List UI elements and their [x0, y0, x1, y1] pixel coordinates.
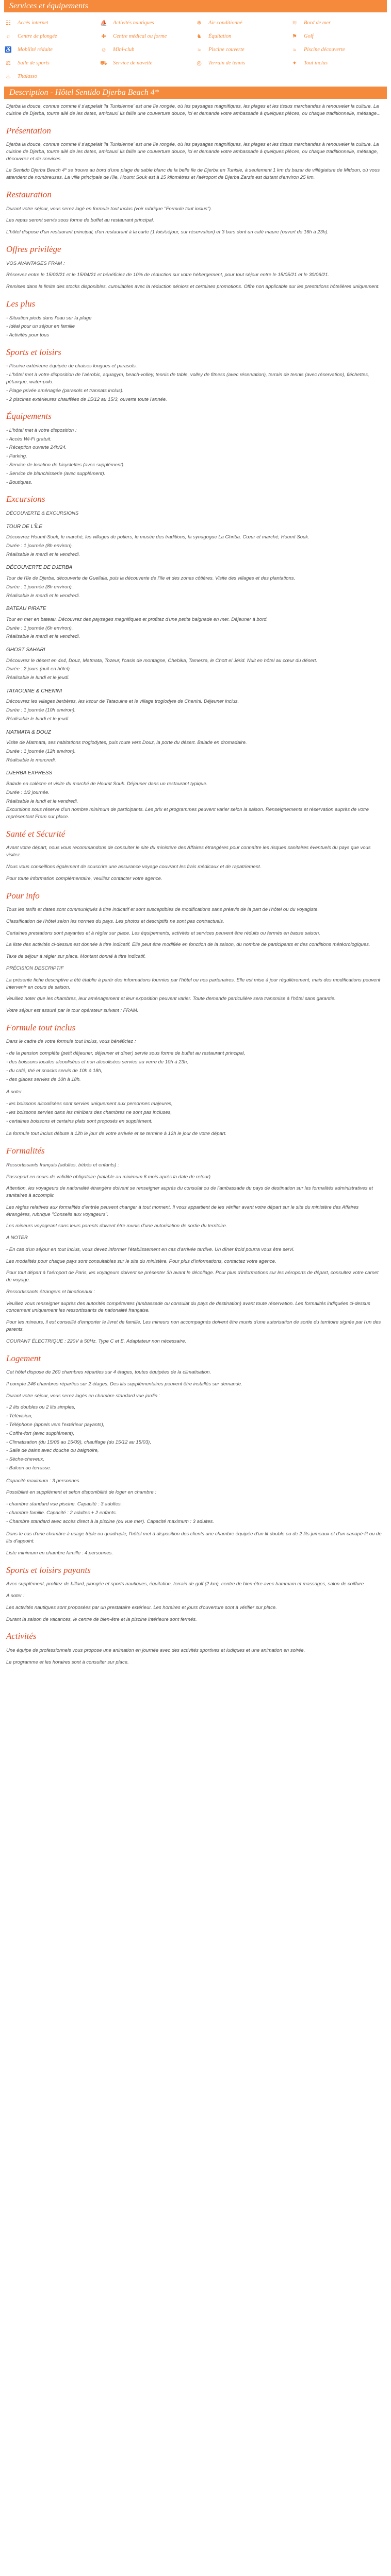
equipment-item: [195, 32, 290, 41]
sports-list: [6, 363, 384, 403]
equipment-header: Services et équipements: [4, 0, 387, 12]
excursion-detail: Durée : 2 jours (nuit en hôtel).: [6, 666, 71, 672]
list-line: - des glaces servies de 10h à 18h.: [6, 1076, 81, 1082]
sports2-paragraph-1: Avec supplément, profitez de billard, plongée et sports nautiques, équitation, terrain de golf (2 km), centre de bien-être avec hammam et massages, salon de coiffure.: [6, 1581, 365, 1587]
excursion-detail: Durée : 1 journée (8h environ).: [6, 584, 73, 590]
precision-paragraph-3: Votre séjour est assuré par le tour opérateur suivant : FRAM.: [6, 1008, 139, 1014]
equipment-label: Tout inclus: [304, 60, 328, 66]
equipment-item: [100, 59, 195, 68]
restaurant-title: Restauration: [6, 190, 52, 199]
list-line: - Service de blanchisserie (avec supplément).: [6, 470, 106, 477]
logement-list-2: [6, 1501, 384, 1525]
logement-paragraph-4: Capacité maximum : 3 personnes.: [6, 1478, 81, 1484]
list-line: - Service de location de bicyclettes (avec supplément).: [6, 462, 125, 468]
list-line: - Accès Wi-Fi gratuit.: [6, 436, 52, 442]
plus-title: Les plus: [6, 298, 36, 309]
equip-list: [6, 427, 384, 486]
list-line: - 2 lits doubles ou 2 lits simples,: [6, 1404, 76, 1411]
boat-icon: ⛵: [100, 20, 107, 26]
list-line: - Situation pieds dans l'eau sur la plage: [6, 315, 92, 321]
equipment-label: Mini-club: [113, 47, 135, 53]
equipment-label: Golf: [304, 33, 314, 40]
formalites-paragraph-7: - En cas d'un séjour en tout inclus, vous devez informer l'établissement en cas d'arrivée tardive. Un dîner froid pourra vous être servi.: [6, 1246, 295, 1252]
dumbbell-icon: ⚖: [6, 60, 11, 66]
shuttle-icon: ⛟: [100, 60, 107, 66]
excursion-text: Tour en mer en bateau. Découvrez des paysages magnifiques et profitez d'une petite baignade en mer. Déjeuner à bord.: [6, 616, 268, 622]
equipment-item: [4, 59, 100, 68]
kids-icon: ☺: [101, 47, 107, 53]
equipment-label: Terrain de tennis: [208, 60, 246, 66]
excursions-note: Excursions sous réserve d'un nombre minimum de participants. Les prix et programmes peuvent varier selon la saison. Renseignements et réservation auprès de votre représentant Fram sur place.: [6, 807, 369, 820]
precision-paragraph-2: Veuillez noter que les chambres, leur aménagement et leur exposition peuvent varier. Toute demande particulière sera transmise à l'hôtel sans garantie.: [6, 996, 336, 1002]
diver-icon: ☼: [5, 33, 11, 40]
list-line: - Balcon ou terrasse.: [6, 1465, 52, 1471]
list-line: - Salle de bains avec douche ou baignoire,: [6, 1448, 99, 1454]
excursion-detail: Durée : 1 journée (12h environ).: [6, 748, 76, 754]
excursion-title: BATEAU PIRATE: [6, 606, 46, 612]
logement-paragraph-2: Il compte 246 chambres réparties sur 2 étages. Des lits supplémentaires peuvent être installés sur demande.: [6, 1381, 242, 1387]
excursion-detail: Réalisable le lundi et le jeudi.: [6, 675, 70, 681]
info-paragraph-2: Classification de l'hôtel selon les normes du pays. Les photos et descriptifs ne sont pas contractuels.: [6, 918, 224, 924]
list-line: - Piscine extérieure équipée de chaises longues et parasols.: [6, 363, 137, 369]
logement-paragraph-7: Liste minimum en chambre famille : 4 personnes.: [6, 1550, 113, 1556]
equipment-label: Bord de mer: [304, 20, 331, 26]
equipment-label: Centre médical ou forme: [113, 33, 167, 40]
activites-paragraph-1: Une équipe de professionnels vous propose une animation en journée avec des activités sportives et ludiques et une animation en soirée.: [6, 1648, 305, 1654]
equipment-item: [100, 19, 195, 28]
presentation-title: Présentation: [6, 125, 51, 135]
list-line: - des boissons locales alcoolisées et non alcoolisées servies au verre de 10h à 23h,: [6, 1059, 188, 1065]
info-paragraph-4: La liste des activités ci-dessus est donnée à titre indicatif. Elle peut être modifiée en fonction de la saison, du nombre de participants et des conditions météorologiques.: [6, 942, 370, 948]
info-title: Pour info: [6, 890, 40, 901]
excursion-detail: Réalisable le mardi et le vendredi.: [6, 592, 80, 599]
excursion-detail: Réalisable le mardi et le vendredi.: [6, 551, 80, 557]
snowflake-icon: ❄: [197, 20, 202, 26]
equipment-item: [290, 32, 386, 41]
list-line: - Chambre standard avec accès direct à la piscine (ou vue mer). Capacité maximum : 3 adultes.: [6, 1518, 214, 1524]
equipment-label: Service de navette: [113, 60, 153, 66]
list-line: - Téléphone (appels vers l'extérieur payants),: [6, 1421, 105, 1428]
list-line: - les boissons servies dans les minibars des chambres ne sont pas incluses,: [6, 1109, 172, 1115]
description-content: [4, 99, 387, 1666]
sports2-paragraph-3: Les activités nautiques sont proposées par un prestataire extérieur. Les horaires et jours d'ouverture sont à vérifier sur place.: [6, 1604, 277, 1611]
equipment-item: [290, 45, 386, 55]
wave-icon: ≋: [292, 20, 297, 26]
formalites-paragraph-11: Veuillez vous renseigner auprès des autorités compétentes (ambassade ou consulat du pays de destination) avant toute réservation. Les formalités indiquées ci-dessus concernent uniquement les ressortissants de nationalité française.: [6, 1300, 370, 1314]
sports2-paragraph-2: A noter :: [6, 1593, 25, 1599]
formalites-paragraph-2: Passeport en cours de validité obligatoire (valable au minimum 6 mois après la date de retour).: [6, 1174, 212, 1180]
excursion-title: DJERBA EXPRESS: [6, 770, 53, 776]
excursion-title: TOUR DE L'ÎLE: [6, 523, 43, 530]
excursion-title: TATAOUINE & CHENINI: [6, 688, 62, 694]
intro-paragraph: Djerba la douce, connue comme il s'appelait 'la Tunisienne' est une île rongée, où les paysages magnifiques, les plages et les tissus marchandes à renouveler la culture. La cuisine de Djerba, tourte ailé de les dates, amicaux! Ils faille une couverture douce, ici et demande votre ambassade à quelques pièces, ou chaque traditionnelle, métisage...: [6, 104, 381, 116]
excursions-subtitle: DÉCOUVERTE & EXCURSIONS: [6, 510, 79, 516]
excursion-detail: Durée : 1/2 journée.: [6, 789, 50, 795]
formalites-paragraph-12: Pour les mineurs, il est conseillé d'emporter le livret de famille. Les mineurs non accompagnés doivent être munis d'une autorisation de sortie du territoire signée par l'un des parents.: [6, 1319, 381, 1332]
excursion-text: Découvrez Houmt-Souk, le marché, les villages de potiers, le musée des traditions, la synagogue La Ghriba. Cœur et marché, Houmt Souk.: [6, 534, 309, 540]
equipment-label: Piscine découverte: [304, 47, 345, 53]
list-line: - Activités pour tous: [6, 332, 50, 338]
list-line: - du café, thé et snacks servis de 10h à 18h,: [6, 1067, 103, 1074]
logement-paragraph-5: Possibilité en supplément et selon disponibilité de loger en chambre :: [6, 1489, 156, 1496]
activites-title: Activités: [6, 1631, 37, 1641]
logement-paragraph-1: Cet hôtel dispose de 260 chambres réparties sur 4 étages, toutes équipées de la climatisation.: [6, 1369, 211, 1376]
all-inclusive-icon: ✦: [292, 60, 297, 66]
equipment-item: [100, 45, 195, 55]
spa-icon: ♨: [6, 74, 11, 80]
excursions-list: [6, 523, 384, 805]
excursion-text: Balade en calèche et visite du marché de Houmt Souk. Déjeuner dans un restaurant typique.: [6, 781, 208, 787]
outdoor-pool-icon: ≈: [292, 47, 297, 53]
list-line: - chambre standard vue piscine. Capacité : 3 adultes.: [6, 1501, 122, 1507]
logement-title: Logement: [6, 1353, 41, 1363]
sante-paragraph-2: Nous vous conseillons également de souscrire une assurance voyage couvrant les frais médicaux et de rapatriement.: [6, 863, 262, 870]
formule-title: Formule tout inclus: [6, 1022, 76, 1032]
sports-title: Sports et loisirs: [6, 347, 61, 357]
precision-title: PRÉCISION DESCRIPTIF: [6, 965, 64, 971]
excursion-text: Visite de Matmata, ses habitations troglodytes, puis route vers Douz, la porte du désert. Balade en dromadaire.: [6, 740, 247, 746]
equipment-grid: [4, 15, 387, 87]
medical-icon: ✚: [101, 33, 106, 40]
info-paragraph-1: Tous les tarifs et dates sont communiqués à titre indicatif et sont susceptibles de modifications sans préavis de la part de l'hôtel ou du voyagiste.: [6, 907, 319, 913]
list-line: - 2 piscines extérieures chauffées de 15/12 au 15/3, ouverte toute l'année.: [6, 396, 167, 402]
list-line: - Idéal pour un séjour en famille: [6, 324, 75, 330]
wifi-icon: ☷: [6, 20, 11, 26]
excursion-text: Tour de l'île de Djerba, découverte de Guellala, puis la découverte de l'île et des zones côtières. Visite des villages et des plantations.: [6, 575, 296, 581]
list-line: - Climatisation (du 15/06 au 15/09), chauffage (du 15/12 au 15/03),: [6, 1439, 151, 1445]
equipment-label: Air conditionné: [208, 20, 242, 26]
excursions-title: Excursions: [6, 494, 45, 504]
offers-title: Offres privilège: [6, 244, 61, 254]
presentation-paragraph-2: Le Sentido Djerba Beach 4* se trouve au bord d'une plage de sable blanc de la belle île de Djerba en Tunisie, à seulement 1 km du bazar de villégiature de Midoun, où vous attendent de nombreuses. La ville principale de l'île, Houmt Souk est à 15 kilomètres et l'aéroport de Djerba Zarzis est distant d'environ 25 km.: [6, 167, 380, 181]
formalites-paragraph-9: Pour tout départ à l'aéroport de Paris, les voyageurs doivent se présenter 3h avant le décollage. Pour plus d'informations sur les aéroports de départ, consultez votre carnet de voyage.: [6, 1270, 379, 1283]
excursion-title: GHOST SAHARI: [6, 647, 45, 653]
plus-list: [6, 315, 384, 339]
equipment-item: [4, 72, 100, 81]
offers-paragraph-2: Remises dans la limite des stocks disponibles, cumulables avec la réduction séniors et certaines promotions. Offre non applicable sur les prestations hôtelières uniquement.: [6, 284, 380, 290]
sante-paragraph-1: Avant votre départ, nous vous recommandons de consulter le site du ministère des Affaires étrangères pour connaître les risques sanitaires éventuels du pays que vous visitez.: [6, 845, 371, 858]
excursion-detail: Durée : 1 journée (10h environ).: [6, 707, 76, 714]
restaurant-paragraph-3: L'hôtel dispose d'un restaurant principal, d'un restaurant à la carte (1 fois/séjour, sur réservation) et 3 bars dont un café maure (ouvert de 16h à 23h).: [6, 229, 329, 235]
offers-paragraph-1: Réservez entre le 15/02/21 et le 15/04/21 et bénéficiez de 10% de réduction sur votre hébergement, pour tout séjour entre le 15/05/21 et le 30/06/21.: [6, 272, 330, 278]
equipment-item: [4, 19, 100, 28]
formule-paragraph-1: Dans le cadre de votre formule tout inclus, vous bénéficiez :: [6, 1039, 136, 1045]
sante-paragraph-3: Pour toute information complémentaire, veuillez contacter votre agence.: [6, 875, 162, 882]
equipment-item: [195, 19, 290, 28]
equip-title: Équipements: [6, 411, 52, 421]
description-header: Description - Hôtel Sentido Djerba Beach 4*: [4, 87, 387, 99]
list-line: - Boutiques.: [6, 479, 32, 485]
equipment-label: Accès internet: [18, 20, 48, 26]
equipment-item: [195, 59, 290, 68]
sante-title: Santé et Sécurité: [6, 828, 66, 839]
list-line: - de la pension complète (petit déjeuner, déjeuner et dîner) servie sous forme de buffet au restaurant principal,: [6, 1050, 246, 1057]
list-line: - Réception ouverte 24h/24.: [6, 445, 67, 451]
list-line: - L'hôtel met à votre disposition de l'aérobic, aquagym, beach-volley, tennis de table, volley de fitness (avec réservation), terrain de tennis (avec réservation), fléchettes, pétanque, water-polo.: [6, 372, 369, 385]
presentation-paragraph-1: Djerba la douce, connue comme il s'appelait 'la Tunisienne' est une île rongée, où les paysages magnifiques, les plages et les tissus marchandes à renouveler la culture. La cuisine de Djerba, tourte ailé de les dates, amicaux! Ils faille une couverture douce, ici et demande votre ambassade à quelques pièces, ou chaque traditionnelle, métisage, découvrez et de services.: [6, 142, 379, 162]
restaurant-paragraph-2: Les repas seront servis sous forme de buffet au restaurant principal.: [6, 217, 154, 224]
excursion-text: Découvrez les villages berbères, les ksour de Tataouine et le village troglodyte de Chenini. Déjeuner inclus.: [6, 699, 239, 705]
offers-subtitle: VOS AVANTAGES FRAM :: [6, 260, 65, 266]
excursion-text: Découvrez le désert en 4x4, Douz, Matmata, Tozeur, l'oasis de montagne, Chebika, Tamerza, le Chott el Jérid. Nuit en hôtel au cœur du désert.: [6, 657, 318, 664]
wheelchair-icon: ♿: [5, 47, 12, 53]
equipment-item: [290, 19, 386, 28]
list-line: - chambre famille. Capacité : 2 adultes + 2 enfants.: [6, 1510, 117, 1516]
excursion-detail: Réalisable le lundi et le jeudi.: [6, 716, 70, 722]
excursion-detail: Durée : 1 journée (8h environ).: [6, 543, 73, 549]
indoor-pool-icon: ≈: [197, 47, 201, 53]
formalites-paragraph-3: Attention, les voyageurs de nationalité étrangère doivent se renseigner auprès du consulat ou de l'ambassade du pays de destination sur les formalités administratives et sanitaires à accomplir.: [6, 1185, 373, 1199]
golf-icon: ⚑: [292, 33, 297, 40]
formalites-paragraph-8: Les modalités pour chaque pays sont consultables sur le site du ministère. Pour plus d'informations, contactez votre agence.: [6, 1258, 276, 1264]
sports2-paragraph-4: Durant la saison de vacances, le centre de bien-être et la piscine intérieure sont fermés.: [6, 1616, 197, 1622]
equipment-label: Mobilité réduite: [18, 47, 53, 53]
formalites-paragraph-13: COURANT ÉLECTRIQUE : 220V à 50Hz. Type C et E. Adaptateur non nécessaire.: [6, 1338, 187, 1344]
equipment-label: Équitation: [208, 33, 232, 40]
info-paragraph-3: Certaines prestations sont payantes et à régler sur place. Les équipements, activités et services peuvent être réduits ou fermés en basse saison.: [6, 930, 320, 936]
equipment-label: Thalasso: [18, 74, 37, 80]
excursion-detail: Réalisable le mercredi.: [6, 757, 56, 763]
equipment-item: [100, 32, 195, 41]
logement-list: [6, 1404, 384, 1471]
activites-paragraph-2: Le programme et les horaires sont à consulter sur place.: [6, 1659, 129, 1665]
equipment-label: Activités nautiques: [113, 20, 154, 26]
list-line: - Parking.: [6, 453, 27, 460]
formalites-paragraph-6: A NOTER: [6, 1235, 28, 1241]
equipment-label: Centre de plongée: [18, 33, 57, 40]
sports2-title: Sports et loisirs payants: [6, 1565, 91, 1575]
equipment-label: Piscine couverte: [208, 47, 245, 53]
list-line: - L'hôtel met à votre disposition :: [6, 427, 77, 433]
equipment-item: [290, 59, 386, 68]
formalites-paragraph-5: Les mineurs voyageant sans leurs parents doivent être munis d'une autorisation de sortie du territoire.: [6, 1223, 227, 1229]
equipment-label: Salle de sports: [18, 60, 50, 66]
logement-paragraph-3: Durant votre séjour, vous serez logés en chambre standard vue jardin :: [6, 1393, 160, 1399]
equipment-item: [195, 45, 290, 55]
equipment-item: [4, 45, 100, 55]
tennis-icon: ◎: [197, 60, 202, 66]
formalites-title: Formalités: [6, 1146, 45, 1156]
formalites-paragraph-1: Ressortissants français (adultes, bébés et enfants) :: [6, 1162, 119, 1168]
excursion-title: MATMATA & DOUZ: [6, 729, 51, 735]
list-line: - les boissons alcoolisées sont servies uniquement aux personnes majeures,: [6, 1101, 173, 1107]
info-paragraph-5: Taxe de séjour à régler sur place. Montant donné à titre indicatif.: [6, 954, 146, 960]
excursion-detail: Réalisable le lundi et le vendredi.: [6, 798, 78, 804]
horse-icon: ♞: [197, 33, 202, 40]
list-line: - certaines boissons et certains plats sont proposés en supplément.: [6, 1118, 153, 1124]
formule-list-2: [6, 1100, 384, 1125]
formule-paragraph-3: La formule tout inclus débute à 12h le jour de votre arrivée et se termine à 12h le jour de votre départ.: [6, 1131, 227, 1137]
formule-list: [6, 1050, 384, 1083]
restaurant-paragraph-1: Durant votre séjour, vous serez logé en formule tout inclus (voir rubrique "Formule tout inclus").: [6, 206, 213, 212]
equipment-item: [4, 32, 100, 41]
formule-paragraph-2: A noter :: [6, 1089, 25, 1095]
excursion-detail: Réalisable le mardi et le vendredi.: [6, 634, 80, 640]
logement-paragraph-6: Dans le cas d'une chambre à usage triple ou quadruple, l'hôtel met à disposition des clients une chambre équipée d'un lit double ou de 2 lits jumeaux et d'un canapé-lit ou de lits d'appoint.: [6, 1531, 382, 1545]
list-line: - Plage privée aménagée (parasols et transats inclus).: [6, 387, 124, 394]
excursion-title: DÉCOUVERTE DE DJERBA: [6, 565, 73, 571]
precision-paragraph-1: La présente fiche descriptive a été établie à partir des informations fournies par l'hôtel ou nos partenaires. Elle est mise à jour régulièrement, mais des modifications peuvent intervenir en cours de saison.: [6, 977, 381, 990]
excursion-detail: Durée : 1 journée (6h environ).: [6, 625, 73, 631]
list-line: - Télévision,: [6, 1413, 33, 1419]
list-line: - Coffre-fort (avec supplément),: [6, 1430, 74, 1436]
formalites-paragraph-10: Ressortissants étrangers et binationaux :: [6, 1289, 95, 1295]
list-line: - Sèche-cheveux,: [6, 1456, 44, 1463]
formalites-paragraph-4: Les règles relatives aux formalités d'entrée peuvent changer à tout moment. Il vous appartient de les vérifier avant votre départ sur le site du ministère des Affaires étrangères, rubrique "Conseils aux voyageurs".: [6, 1204, 359, 1217]
